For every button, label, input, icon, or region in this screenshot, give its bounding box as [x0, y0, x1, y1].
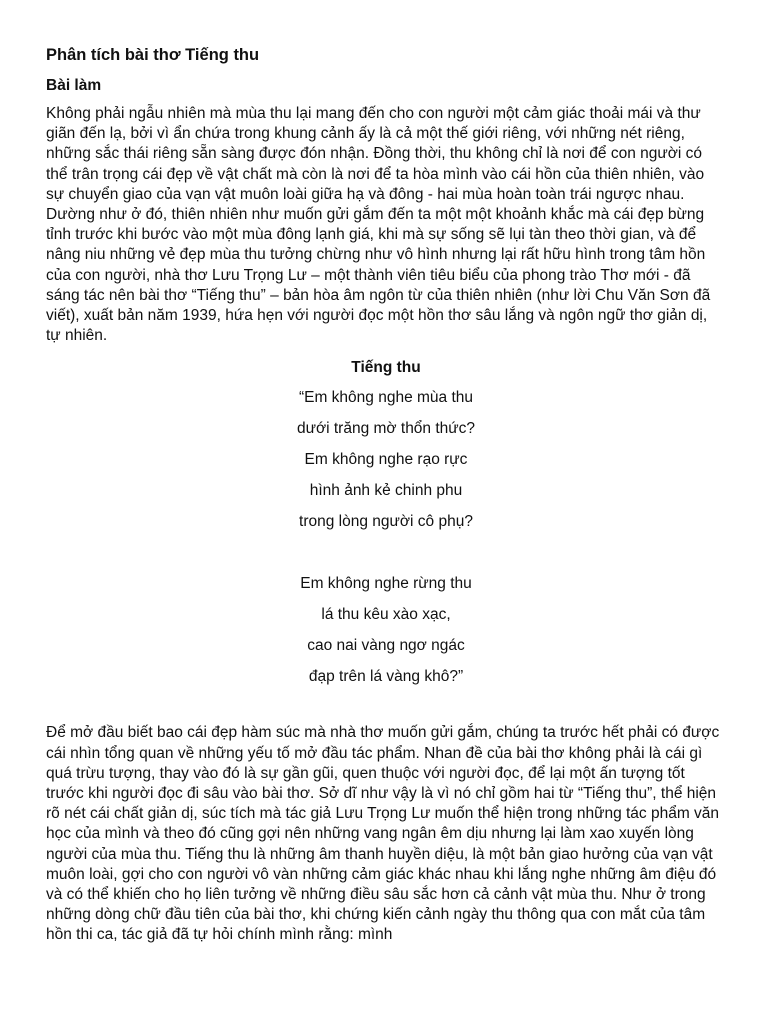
poem-line: Em không nghe rừng thu [300, 575, 472, 593]
poem-line: Em không nghe rạo rực [304, 451, 468, 469]
poem-line: cao nai vàng ngơ ngác [307, 637, 465, 655]
poem-line: lá thu kêu xào xạc, [321, 606, 451, 624]
poem-line: trong lòng người cô phụ? [299, 513, 473, 531]
poem-line: dưới trăng mờ thổn thức? [296, 420, 476, 438]
poem-block [46, 358, 726, 698]
poem-line: hình ảnh kẻ chinh phu [309, 482, 463, 500]
analysis-paragraph: Để mở đầu biết bao cái đẹp hàm súc mà nhà thơ muốn gửi gắm, chúng ta trước hết phải có được cái nhìn tổng quan về những yếu tố mở đầu tác phẩm. Nhan đề của bài thơ không phải là cái gì quá trừu tượng, thay vào đó là sự gần gũi, quen thuộc với người đọc, để lại một ấn tượng tốt trước khi người đọc đi sâu vào bài thơ. Sở dĩ như vậy là vì nó chỉ gồm hai từ “Tiếng thu”, thể hiện rõ nét cái chất giản dị, súc tích mà tác giả Lưu Trọng Lư muốn thể hiện trong những tác phẩm văn học của mình và theo đó cũng gợi nên những vang ngân êm dịu nhưng lại làm xao xuyến lòng người của mùa thu. Tiếng thu là những âm thanh huyền diệu, là một bản giao hưởng của vạn vật muôn loài, gợi cho con người vô vàn những cảm giác khác nhau khi lắng nghe những âm điệu đó và có thể khiến cho họ liên tưởng về những điều sâu sắc hơn cả cảnh vật mùa thu. Như ở trong những dòng chữ đầu tiên của bài thơ, khi chứng kiến cảnh ngày thu thông qua con mắt của tâm hồn thi ca, tác giả đã tự hỏi chính mình rằng: mình [46, 724, 720, 944]
intro-paragraph: Không phải ngẫu nhiên mà mùa thu lại mang đến cho con người một cảm giác thoải mái và thư giãn đến lạ, bởi vì ẩn chứa trong khung cảnh ấy là cả một thế giới riêng, với những nét riêng, những sắc thái riêng sẵn sàng được đón nhận. Đồng thời, thu không chỉ là nơi để con người có thể trân trọng cái đẹp về vật chất mà còn là nơi để ta hòa mình vào cái hồn của thiên nhiên, vào sự chuyển giao của vạn vật muôn loài giữa hạ và đông - hai mùa hoàn toàn trái ngược nhau. Dường như ở đó, thiên nhiên như muốn gửi gắm đến ta một một khoảnh khắc mà cái đẹp bừng tỉnh trước khi bước vào một mùa đông lạnh giá, khi mà sự sống sẽ lụi tàn theo thời gian, và để nâng niu những vẻ đẹp mùa thu tưởng chừng như vô hình nhưng lại rất hữu hình trong tâm hồn của con người, nhà thơ Lưu Trọng Lư – một thành viên tiêu biểu của phong trào Thơ mới - đã sáng tác nên bài thơ “Tiếng thu” – bản hòa âm ngôn từ của thiên nhiên (như lời Chu Văn Sơn đã viết), xuất bản năm 1939, hứa hẹn với người đọc một hồn thơ sâu lắng và ngôn ngữ thơ giản dị, tự nhiên. [46, 105, 711, 345]
page-title: Phân tích bài thơ Tiếng thu [46, 46, 260, 64]
poem-title: Tiếng thu [351, 359, 421, 377]
poem-line: “Em không nghe mùa thu [298, 389, 474, 407]
section-heading: Bài làm [46, 77, 102, 94]
poem-stanza-2 [46, 574, 726, 698]
poem-stanza-1 [46, 388, 726, 543]
poem-line: đạp trên lá vàng khô?” [308, 668, 464, 686]
stanza-divider [46, 543, 726, 574]
document-page [46, 44, 726, 946]
